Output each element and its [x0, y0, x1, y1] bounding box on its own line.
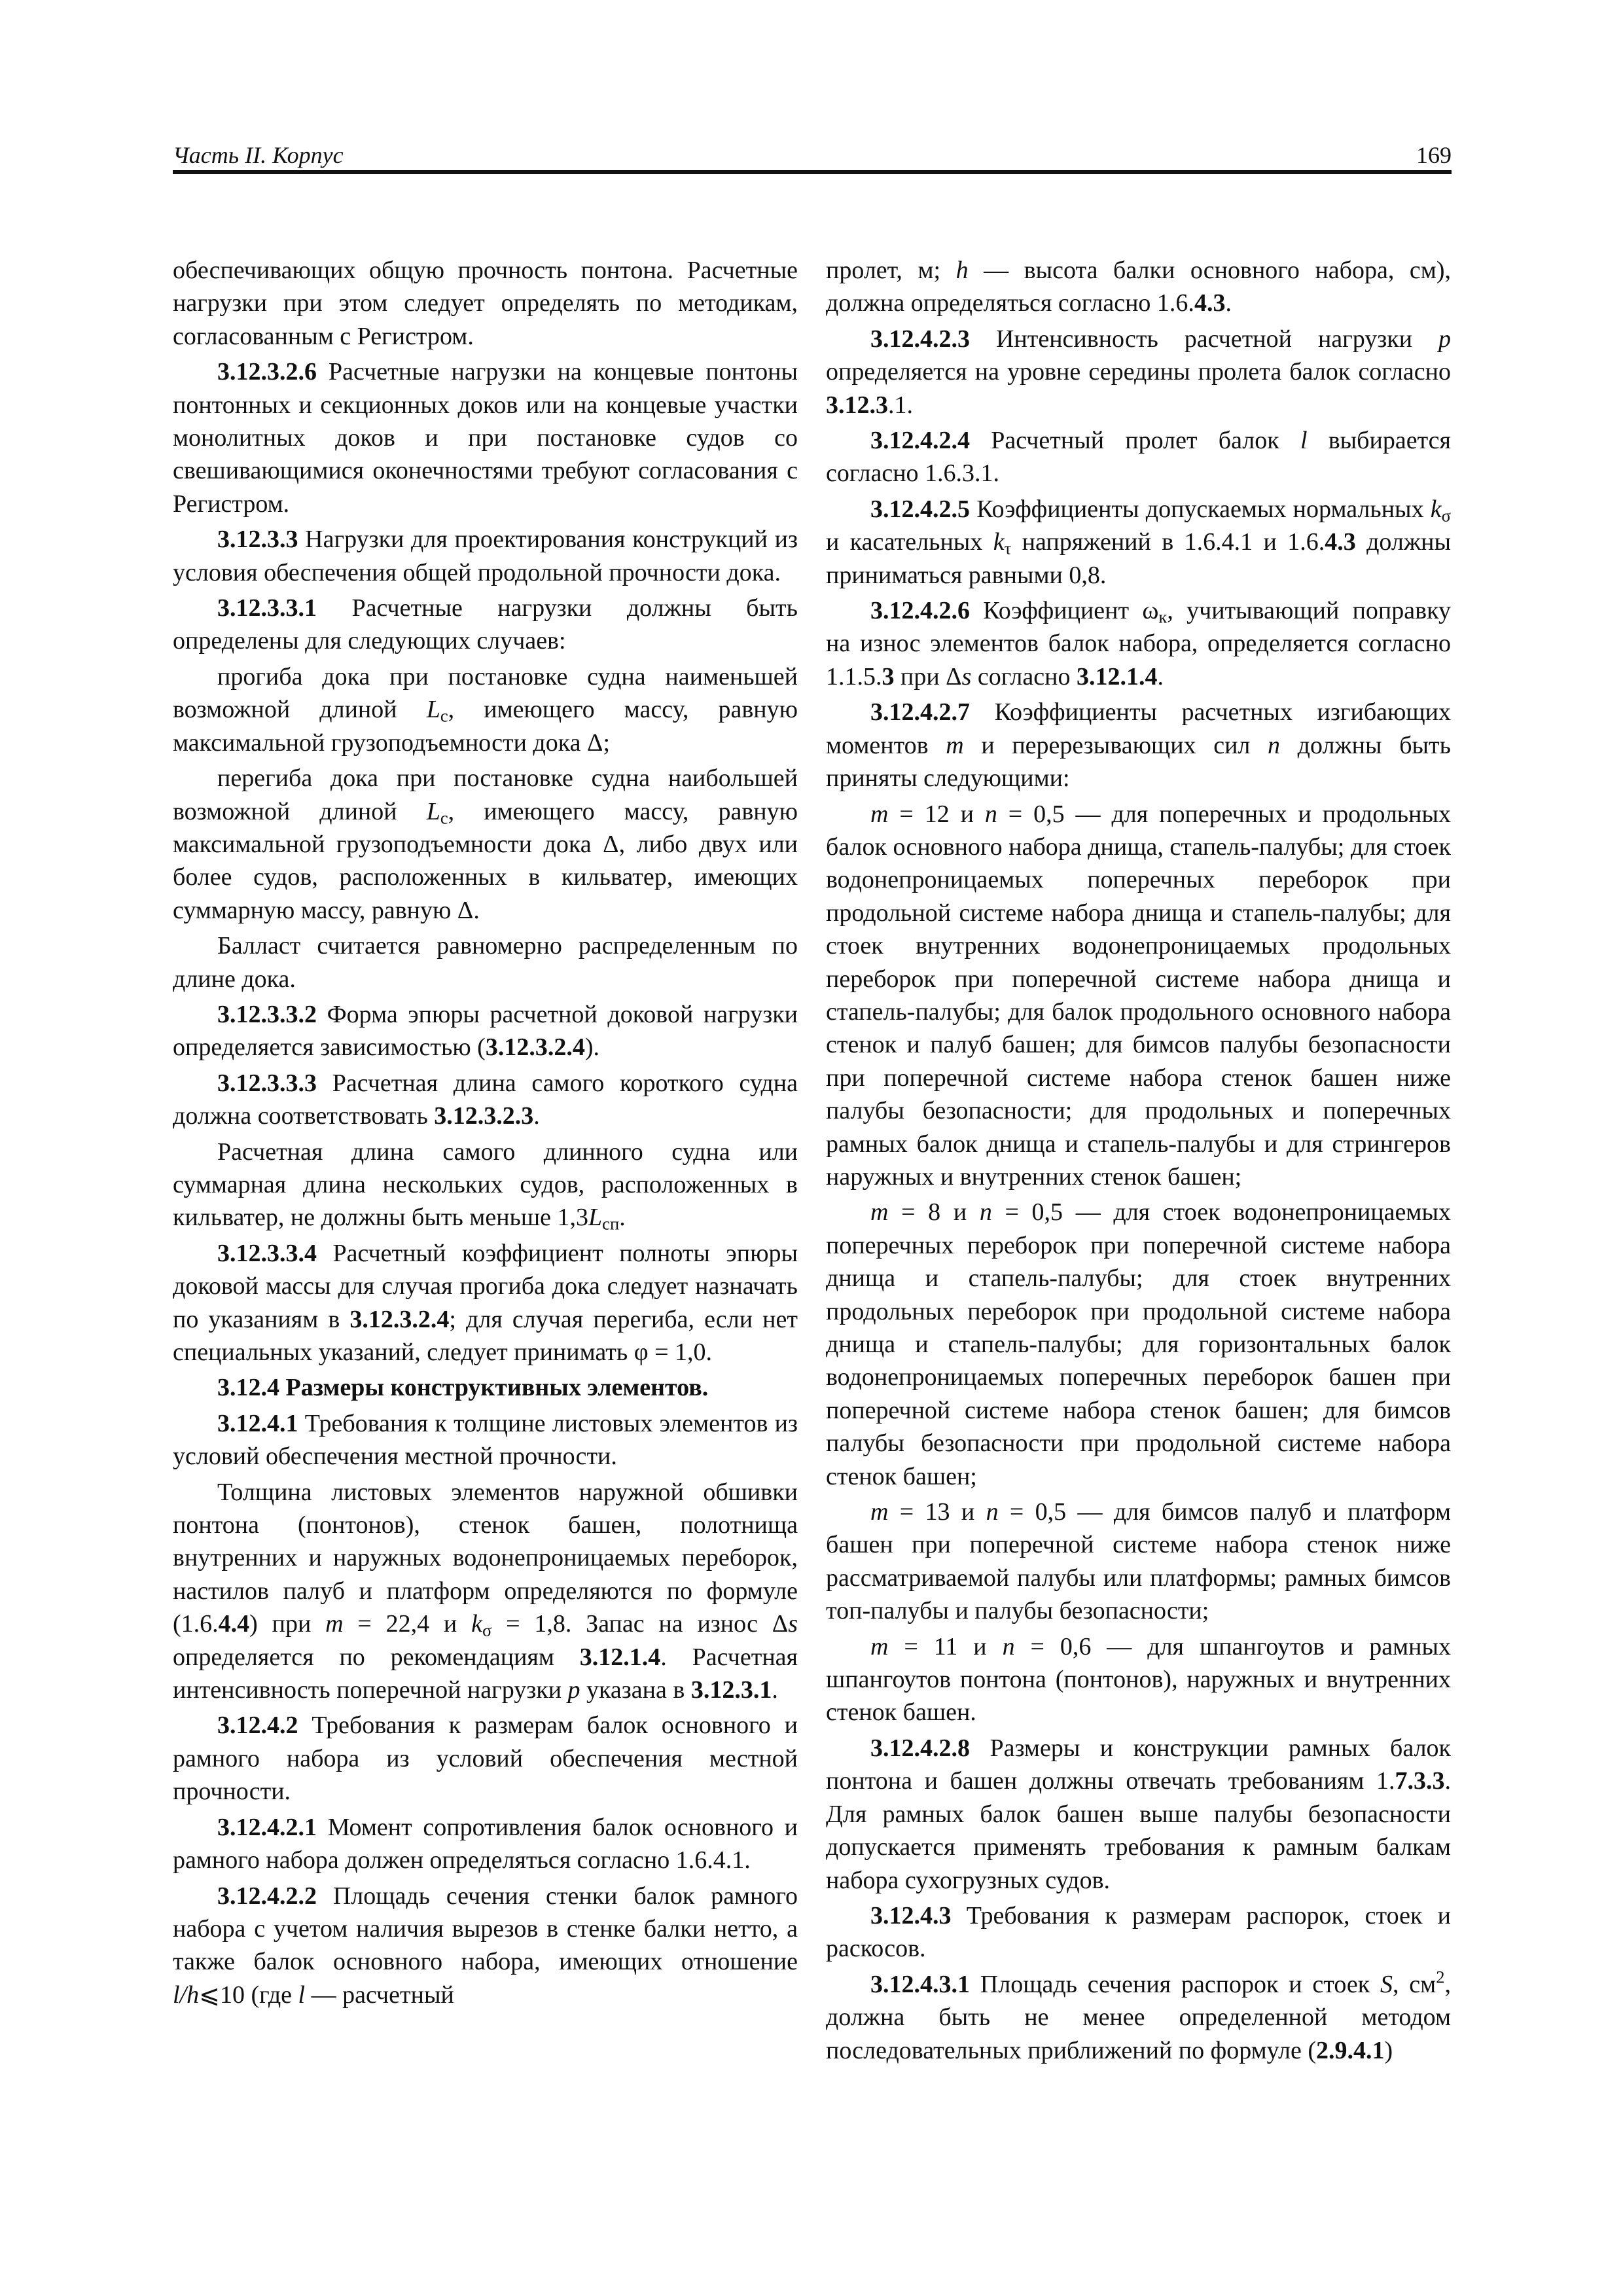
paragraph: прогиба дока при постановке судна наименьшей возможной длиной $L_c$, имеющего массу, равную максимальной грузоподъемности дока Δ;: [173, 662, 798, 757]
header-rule: [173, 170, 1452, 174]
paragraph: обеспечивающих общую прочность понтона. Расчетные нагрузки при этом следует определять по методикам, согласованным с Регистром.: [173, 257, 798, 350]
paragraph-3-12-4-2-3: 3.12.4.2.3 Интенсивность расчетной нагрузки p определяется на уровне середины пролета балок согласно 3.12.3.1.: [826, 325, 1451, 419]
paragraph-3-12-4-2: 3.12.4.2 Требования к размерам балок основного и рамного набора из условий обеспечения местной прочности.: [173, 1712, 798, 1806]
paragraph: m = 12 и n = 0,5 — для поперечных и продольных балок основного набора днища, стапель-палубы; для стоек водонепроницаемых поперечных переборок при продольной системе набора днища и стапель-палубы; для стоек внутренних водонепроницаемых продольных переборок при поперечной системе набора днища и стапель-палубы; для балок продольного основного набора стенок и палуб башен; для бимсов палубы безопасности при поперечной системе набора стенок башен ниже палубы безопасности; для продольных и поперечных рамных балок днища и стапель-палубы и для стрингеров наружных и внутренних стенок башен;: [826, 800, 1451, 1191]
paragraph-3-12-4-1: 3.12.4.1 Требования к толщине листовых элементов из условий обеспечения местной прочности.: [173, 1409, 798, 1471]
running-header: [173, 135, 1452, 174]
paragraph-3-12-3-3: 3.12.3.3 Нагрузки для проектирования конструкций из условия обеспечения общей продольной прочности дока.: [173, 526, 798, 586]
paragraph-3-12-4-3-1: 3.12.4.3.1 Площадь сечения распорок и стоек S, $см^2$, должна быть не менее определенной методом последовательных приближений по формуле (2.9.4.1): [826, 1967, 1451, 2064]
paragraph: m = 8 и n = 0,5 — для стоек водонепроницаемых поперечных переборок при поперечной системе набора днища и стапель-палубы; для стоек внутренних продольных переборок при продольной системе набора днища и стапель-палубы; для горизонтальных балок водонепроницаемых поперечных переборок башен при поперечной системе набора стенок башен; для бимсов палубы безопасности при продольной системе набора стенок башен;: [826, 1198, 1451, 1490]
paragraph: m = 13 и n = 0,5 — для бимсов палуб и платформ башен при поперечной системе набора стенок ниже рассматриваемой палубы или платформы; рамных бимсов топ-палубы и палубы безопасности;: [826, 1498, 1451, 1625]
paragraph-3-12-4-2-5: 3.12.4.2.5 Коэффициенты допускаемых нормальных $k_\sigma$ и касательных $k_\tau$ напряжений в 1.6.4.1 и 1.6.4.3 должны приниматься равными 0,8.: [826, 495, 1452, 589]
header-title: Часть II. Корпус: [173, 142, 344, 168]
paragraph: Расчетная длина самого длинного судна или суммарная длина нескольких судов, расположенных в кильватер, не должны быть меньше $1,3L_{сп}$.: [173, 1138, 798, 1234]
paragraph-3-12-3-3-1: 3.12.3.3.1 Расчетные нагрузки должны быть определены для следующих случаев:: [173, 594, 798, 655]
left-column: [173, 254, 798, 2014]
paragraph: Толщина листовых элементов наружной обшивки понтона (понтонов), стенок башен, полотнища внутренних и наружных водонепроницаемых переборок, настилов палуб и платформ определяются по формуле (1.6.4.4) при m = 22,4 и $k_\sigma = 1,8$. Запас на износ Δs определяется по рекомендациям 3.12.1.4. Расчетная интенсивность поперечной нагрузки p указана в 3.12.3.1.: [173, 1478, 798, 1704]
page-number: 169: [1416, 142, 1452, 168]
paragraph-3-12-4-2-1: 3.12.4.2.1 Момент сопротивления балок основного и рамного набора должен определяться согласно 1.6.4.1.: [173, 1813, 798, 1874]
paragraph: перегиба дока при постановке судна наибольшей возможной длиной $L_c$, имеющего массу, равную максимальной грузоподъемности дока Δ, либо двух или более судов, расположенных в кильватер, имеющих суммарную массу, равную Δ.: [173, 764, 798, 924]
paragraph: m = 11 и n = 0,6 — для шпангоутов и рамных шпангоутов понтона (понтонов), наружных и внутренних стенок башен.: [826, 1632, 1451, 1727]
paragraph: Балласт считается равномерно распределенным по длине дока.: [173, 932, 798, 993]
right-column: [826, 254, 1451, 2070]
paragraph-3-12-4-2-7: 3.12.4.2.7 Коэффициенты расчетных изгибающих моментов m и перерезывающих сил n должны быть приняты следующими:: [826, 698, 1451, 793]
paragraph-3-12-4: 3.12.4 Размеры конструктивных элементов.: [217, 1374, 709, 1402]
paragraph-3-12-4-2-6: 3.12.4.2.6 Коэффициент $\omega_к$, учитывающий поправку на износ элементов балок набора, определяется согласно 1.1.5.3 при Δs согласно 3.12.1.4.: [826, 597, 1451, 691]
paragraph-3-12-3-3-2: 3.12.3.3.2 Форма эпюры расчетной доковой нагрузки определяется зависимостью (3.12.3.2.4).: [173, 1000, 798, 1062]
paragraph-3-12-3-3-4: 3.12.3.3.4 Расчетный коэффициент полноты эпюры доковой массы для случая прогиба дока следует назначать по указаниям в 3.12.3.2.4; для случая перегиба, если нет специальных указаний, следует принимать φ = 1,0.: [173, 1239, 798, 1366]
paragraph-3-12-4-3: 3.12.4.3 Требования к размерам распорок, стоек и раскосов.: [826, 1901, 1451, 1963]
paragraph-3-12-4-2-8: 3.12.4.2.8 Размеры и конструкции рамных балок понтона и башен должны отвечать требованиям 1.7.3.3. Для рамных балок башен выше палубы безопасности допускается применять требования к рамным балкам набора сухогрузных судов.: [826, 1734, 1451, 1894]
paragraph: пролет, м; h — высота балки основного набора, см), должна определяться согласно 1.6.4.3.: [826, 257, 1451, 317]
paragraph-3-12-4-2-2: 3.12.4.2.2 Площадь сечения стенки балок рамного набора с учетом наличия вырезов в стенке балки нетто, а также балок основного набора, имеющих отношение l/h⩽10 (где l — расчетный: [173, 1882, 798, 2009]
paragraph-3-12-4-2-4: 3.12.4.2.4 Расчетный пролет балок l выбирается согласно 1.6.3.1.: [826, 427, 1451, 488]
paragraph-3-12-3-3-3: 3.12.3.3.3 Расчетная длина самого короткого судна должна соответствовать 3.12.3.2.3.: [173, 1069, 798, 1130]
paragraph-3-12-3-2-6: 3.12.3.2.6 Расчетные нагрузки на концевые понтоны понтонных и секционных доков или на концевые участки монолитных доков и при постановке судов со свешивающимися оконечностями требуют согласования с Регистром.: [173, 358, 798, 518]
